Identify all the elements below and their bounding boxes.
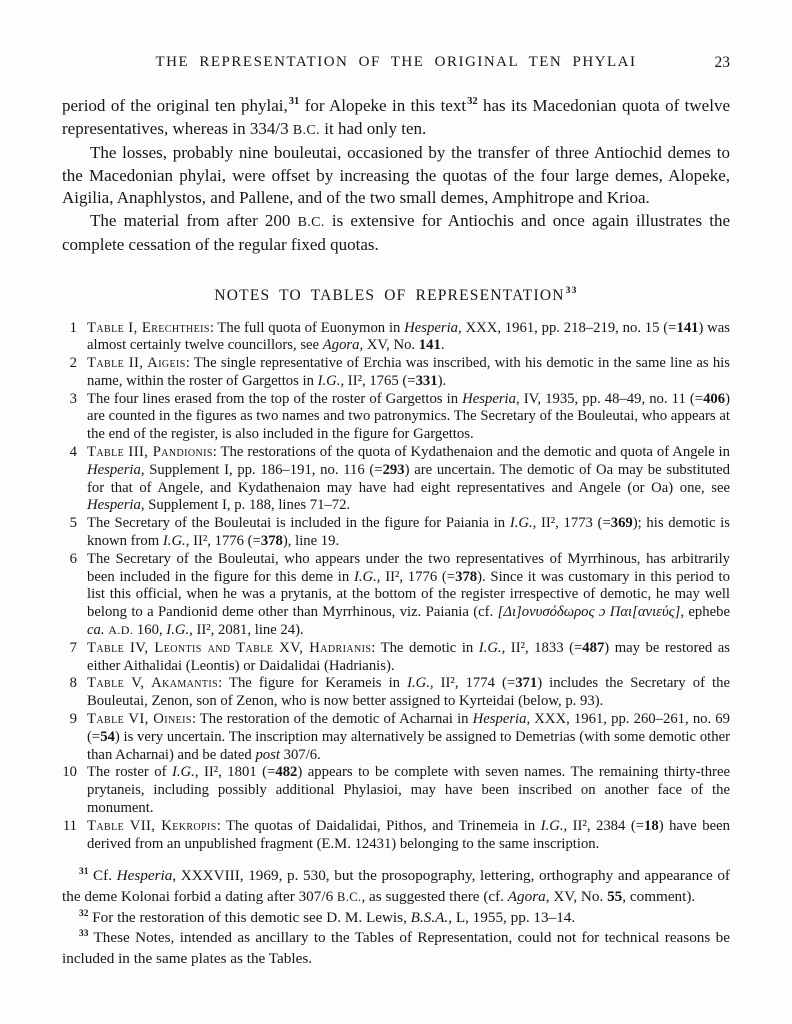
note-item	[62, 355, 730, 391]
page-number: 23	[714, 54, 730, 71]
note-number: 10	[62, 764, 77, 781]
note-item	[62, 444, 730, 515]
note-text: The Secretary of the Bouleutai is included in the figure for Paiania in I.G., II², 1773 (=369); his demotic is known from I.G., II², 1776 (=378), line 19.	[87, 515, 730, 550]
paragraph: The material from after 200 B.C. is extensive for Antiochis and once again illustrates the complete cessation of the regular fixed quotas.	[62, 210, 730, 254]
note-number: 9	[69, 711, 77, 728]
note-item	[62, 391, 730, 444]
note-number: 8	[69, 675, 77, 692]
note-number: 7	[69, 639, 77, 656]
note-item	[62, 515, 730, 551]
footnote: $^{31}$ Cf. Hesperia, XXXVIII, 1969, p. 530, but the prosopography, lettering, orthography and appearance of the deme Kolonai forbid a dating after 307/6 B.C., as suggested there (cf. Agora, XV, No. 55, comment).	[62, 867, 730, 905]
section-heading: NOTES TO TABLES OF REPRESENTATION$^{33}$	[214, 285, 578, 304]
page-content	[62, 54, 730, 969]
page-header	[62, 54, 730, 74]
note-text: The roster of I.G., II², 1801 (=482) appears to be complete with seven names. The remaining thirty-three prytaneis, including possibly additional Phylasioi, may have been inscribed on another face of the monument.	[87, 764, 730, 817]
note-number: 11	[62, 817, 77, 834]
footnote: $^{32}$ For the restoration of this demotic see D. M. Lewis, B.S.A., L, 1955, pp. 13–14.	[79, 908, 576, 926]
note-text: Table VI, Oineis: The restoration of the demotic of Acharnai in Hesperia, XXX, 1961, pp. 260–261, no. 69 (=54) is very uncertain. The inscription may alternatively be assigned to Demetrias (with some demotic other than Acharnai) and be dated post 307/6.	[87, 711, 730, 763]
note-item	[62, 764, 730, 817]
note-item	[62, 711, 730, 764]
note-text: Table V, Akamantis: The figure for Kerameis in I.G., II², 1774 (=371) includes the Secretary of the Bouleutai, Zenon, son of Zenon, who is now better assigned to Kyrteidai (below, p. 93).	[87, 675, 730, 710]
note-item	[62, 551, 730, 640]
note-text: The Secretary of the Bouleutai, who appears under the two representatives of Myrrhinous, has arbitrarily been included in the figure for this deme in I.G., II², 1776 (=378). Since it was customary in this period to list this official, when he was a prytanis, at the bottom of the register irrespective of demotic, he may well belong to a Pandionid deme other than Myrrhinous, viz. Paiania (cf. [Δι]ονυσόδωρος ɔ Παι[ανιεύς], ephebe ca. A.D. 160, I.G., II², 2081, line 24).	[87, 550, 730, 639]
paragraph: The losses, probably nine bouleutai, occasioned by the transfer of three Antiochid demes to the Macedonian phylai, were offset by increasing the quotas of the four large demes, Alopeke, Aigilia, Anaphlystos, and Pallene, and of the two small demes, Amphitrope and Krioa.	[62, 143, 730, 207]
note-number: 1	[69, 319, 77, 336]
note-text: Table VII, Kekropis: The quotas of Daidalidai, Pithos, and Trinemeia in I.G., II², 2384 (=18) have been derived from an unpublished fragment (E.M. 12431) belonging to the same inscription.	[87, 817, 730, 852]
note-text: Table I, Erechtheis: The full quota of Euonymon in Hesperia, XXX, 1961, pp. 218–219, no. 15 (=141) was almost certainly twelve councillors, see Agora, XV, No. 141.	[87, 319, 731, 354]
note-number: 4	[69, 444, 77, 461]
footnotes	[62, 866, 730, 969]
note-item	[62, 675, 730, 711]
notes-list	[62, 320, 730, 854]
note-number: 2	[69, 355, 77, 372]
running-head: THE REPRESENTATION OF THE ORIGINAL TEN PHYLAI	[155, 54, 637, 70]
note-item	[62, 320, 730, 356]
body-paragraphs	[62, 95, 730, 257]
note-number: 3	[69, 390, 77, 407]
note-text: Table II, Aigeis: The single representative of Erchia was inscribed, with his demotic in the same line as his name, within the roster of Gargettos in I.G., II², 1765 (=331).	[87, 355, 730, 389]
note-number: 5	[69, 515, 77, 532]
note-item	[62, 818, 730, 854]
note-item	[62, 640, 730, 676]
note-text: Table IV, Leontis and Table XV, Hadrianis: The demotic in I.G., II², 1833 (=487) may be restored as either Aithalidai (Leontis) or Daidalidai (Hadrianis).	[87, 639, 730, 674]
footnote: $^{33}$ These Notes, intended as ancillary to the Tables of Representation, could not for technical reasons be included in the same plates as the Tables.	[62, 929, 730, 967]
note-number: 6	[69, 550, 77, 567]
note-text: Table III, Pandionis: The restorations of the quota of Kydathenaion and the demotic and quota of Angele in Hesperia, Supplement I, pp. 186–191, no. 116 (=293) are uncertain. The demotic of Oa may be substituted for that of Angele, and Kydathenaion may have had eight representatives and Angele (or Oa) one, see Hesperia, Supplement I, p. 188, lines 71–72.	[87, 444, 731, 514]
note-text: The four lines erased from the top of the roster of Gargettos in Hesperia, IV, 1935, pp. 48–49, no. 11 (=406) are counted in the figures as two names and two patronymics. The Secretary of the Bouleutai, who appears at the end of the register, is also included in the figure for Gargettos.	[87, 390, 731, 443]
paragraph: period of the original ten phylai,$^{31}$ for Alopeke in this text$^{32}$ has its Macedonian quota of twelve representatives, whereas in 334/3 B.C. it had only ten.	[62, 96, 730, 138]
